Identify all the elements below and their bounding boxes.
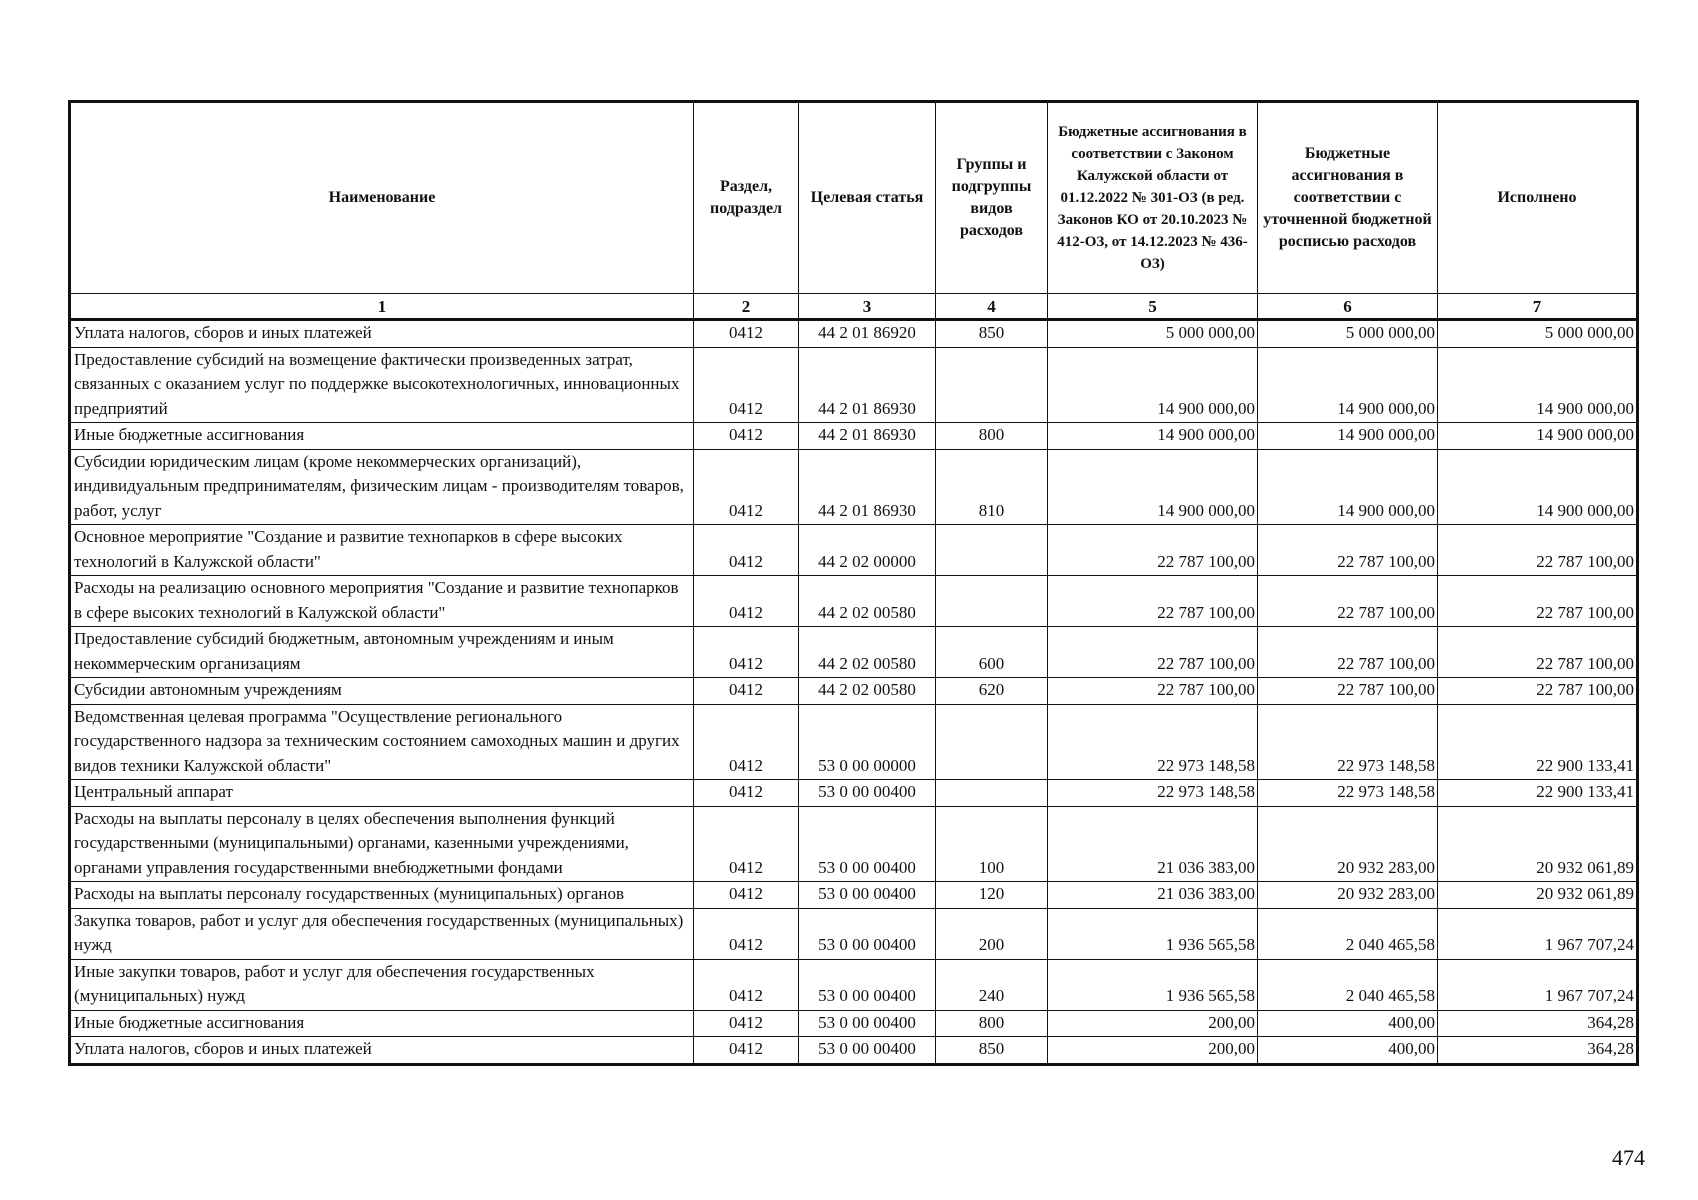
row-executed-amount-cell: 5 000 000,00 bbox=[1438, 320, 1638, 348]
row-schedule-amount-cell: 20 932 283,00 bbox=[1258, 882, 1438, 909]
row-executed-amount-cell: 364,28 bbox=[1438, 1037, 1638, 1065]
row-schedule-amount-cell: 14 900 000,00 bbox=[1258, 423, 1438, 450]
row-section-cell: 0412 bbox=[694, 678, 799, 705]
row-name-cell: Уплата налогов, сборов и иных платежей bbox=[70, 320, 694, 348]
row-name-cell: Ведомственная целевая программа "Осуществление регионального государственного надзора за техническим состоянием самоходных машин и других видов техники Калужской области" bbox=[70, 704, 694, 780]
column-number: 5 bbox=[1048, 294, 1258, 320]
row-section-cell: 0412 bbox=[694, 576, 799, 627]
row-article-cell: 53 0 00 00400 bbox=[799, 806, 936, 882]
table-row bbox=[70, 959, 1638, 1010]
row-executed-amount-cell: 22 900 133,41 bbox=[1438, 704, 1638, 780]
row-group-cell: 850 bbox=[936, 1037, 1048, 1065]
row-name-cell: Расходы на реализацию основного мероприятия "Создание и развитие технопарков в сфере высоких технологий в Калужской области" bbox=[70, 576, 694, 627]
row-executed-amount-cell: 14 900 000,00 bbox=[1438, 449, 1638, 525]
row-article-cell: 44 2 01 86930 bbox=[799, 423, 936, 450]
row-section-cell: 0412 bbox=[694, 1037, 799, 1065]
row-schedule-amount-cell: 5 000 000,00 bbox=[1258, 320, 1438, 348]
row-group-cell: 810 bbox=[936, 449, 1048, 525]
row-name-cell: Предоставление субсидий на возмещение фактически произведенных затрат, связанных с оказанием услуг по поддержке высокотехнологичных, инновационных предприятий bbox=[70, 347, 694, 423]
table-row bbox=[70, 525, 1638, 576]
row-section-cell: 0412 bbox=[694, 806, 799, 882]
row-law-amount-cell: 200,00 bbox=[1048, 1010, 1258, 1037]
table-row bbox=[70, 780, 1638, 807]
row-schedule-amount-cell: 22 787 100,00 bbox=[1258, 627, 1438, 678]
header-section: Раздел, подраздел bbox=[694, 102, 799, 294]
row-article-cell: 44 2 01 86920 bbox=[799, 320, 936, 348]
row-article-cell: 53 0 00 00400 bbox=[799, 908, 936, 959]
row-article-cell: 53 0 00 00000 bbox=[799, 704, 936, 780]
row-schedule-amount-cell: 14 900 000,00 bbox=[1258, 347, 1438, 423]
row-law-amount-cell: 200,00 bbox=[1048, 1037, 1258, 1065]
column-number: 6 bbox=[1258, 294, 1438, 320]
row-executed-amount-cell: 364,28 bbox=[1438, 1010, 1638, 1037]
header-schedule-allocations: Бюджетные ассигнования в соответствии с уточненной бюджетной росписью расходов bbox=[1258, 102, 1438, 294]
table-body bbox=[70, 320, 1638, 1065]
row-section-cell: 0412 bbox=[694, 882, 799, 909]
table-row bbox=[70, 347, 1638, 423]
row-name-cell: Предоставление субсидий бюджетным, автономным учреждениям и иным некоммерческим организациям bbox=[70, 627, 694, 678]
row-executed-amount-cell: 14 900 000,00 bbox=[1438, 423, 1638, 450]
row-section-cell: 0412 bbox=[694, 959, 799, 1010]
row-article-cell: 44 2 01 86930 bbox=[799, 347, 936, 423]
row-section-cell: 0412 bbox=[694, 347, 799, 423]
column-number: 2 bbox=[694, 294, 799, 320]
row-schedule-amount-cell: 22 787 100,00 bbox=[1258, 576, 1438, 627]
table-row bbox=[70, 627, 1638, 678]
row-law-amount-cell: 22 787 100,00 bbox=[1048, 678, 1258, 705]
table-row bbox=[70, 882, 1638, 909]
row-law-amount-cell: 22 787 100,00 bbox=[1048, 525, 1258, 576]
row-schedule-amount-cell: 2 040 465,58 bbox=[1258, 908, 1438, 959]
row-name-cell: Иные бюджетные ассигнования bbox=[70, 1010, 694, 1037]
row-law-amount-cell: 21 036 383,00 bbox=[1048, 882, 1258, 909]
row-name-cell: Расходы на выплаты персоналу государственных (муниципальных) органов bbox=[70, 882, 694, 909]
row-name-cell: Расходы на выплаты персоналу в целях обеспечения выполнения функций государственными (муниципальными) органами, казенными учреждениями, органами управления государственными внебюджетными фондами bbox=[70, 806, 694, 882]
column-number: 4 bbox=[936, 294, 1048, 320]
table-row bbox=[70, 1010, 1638, 1037]
row-group-cell: 850 bbox=[936, 320, 1048, 348]
column-number: 3 bbox=[799, 294, 936, 320]
row-executed-amount-cell: 14 900 000,00 bbox=[1438, 347, 1638, 423]
row-schedule-amount-cell: 22 787 100,00 bbox=[1258, 678, 1438, 705]
row-name-cell: Иные бюджетные ассигнования bbox=[70, 423, 694, 450]
header-expense-group: Группы и подгруппы видов расходов bbox=[936, 102, 1048, 294]
row-schedule-amount-cell: 22 973 148,58 bbox=[1258, 780, 1438, 807]
row-group-cell bbox=[936, 347, 1048, 423]
row-schedule-amount-cell: 400,00 bbox=[1258, 1037, 1438, 1065]
row-schedule-amount-cell: 20 932 283,00 bbox=[1258, 806, 1438, 882]
budget-table bbox=[68, 100, 1639, 1066]
row-name-cell: Иные закупки товаров, работ и услуг для обеспечения государственных (муниципальных) нужд bbox=[70, 959, 694, 1010]
row-name-cell: Закупка товаров, работ и услуг для обеспечения государственных (муниципальных) нужд bbox=[70, 908, 694, 959]
row-article-cell: 53 0 00 00400 bbox=[799, 882, 936, 909]
row-group-cell: 620 bbox=[936, 678, 1048, 705]
row-group-cell bbox=[936, 780, 1048, 807]
row-article-cell: 44 2 02 00000 bbox=[799, 525, 936, 576]
header-target-article: Целевая статья bbox=[799, 102, 936, 294]
row-law-amount-cell: 14 900 000,00 bbox=[1048, 449, 1258, 525]
header-executed: Исполнено bbox=[1438, 102, 1638, 294]
row-name-cell: Основное мероприятие "Создание и развитие технопарков в сфере высоких технологий в Калужской области" bbox=[70, 525, 694, 576]
row-name-cell: Субсидии юридическим лицам (кроме некоммерческих организаций), индивидуальным предпринимателям, физическим лицам - производителям товаров, работ, услуг bbox=[70, 449, 694, 525]
row-executed-amount-cell: 22 787 100,00 bbox=[1438, 525, 1638, 576]
row-article-cell: 44 2 02 00580 bbox=[799, 627, 936, 678]
page-number: 474 bbox=[1612, 1145, 1645, 1170]
row-schedule-amount-cell: 22 973 148,58 bbox=[1258, 704, 1438, 780]
row-section-cell: 0412 bbox=[694, 320, 799, 348]
table-row bbox=[70, 423, 1638, 450]
row-law-amount-cell: 22 787 100,00 bbox=[1048, 576, 1258, 627]
table-row bbox=[70, 704, 1638, 780]
row-law-amount-cell: 22 973 148,58 bbox=[1048, 704, 1258, 780]
header-law-allocations: Бюджетные ассигнования в соответствии с Законом Калужской области от 01.12.2022 № 301-ОЗ (в ред. Законов КО от 20.10.2023 № 412-ОЗ, от 14.12.2023 № 436-ОЗ) bbox=[1048, 102, 1258, 294]
row-group-cell bbox=[936, 576, 1048, 627]
row-law-amount-cell: 1 936 565,58 bbox=[1048, 908, 1258, 959]
row-executed-amount-cell: 22 787 100,00 bbox=[1438, 576, 1638, 627]
header-name: Наименование bbox=[70, 102, 694, 294]
row-law-amount-cell: 14 900 000,00 bbox=[1048, 423, 1258, 450]
row-name-cell: Центральный аппарат bbox=[70, 780, 694, 807]
row-group-cell bbox=[936, 704, 1048, 780]
row-group-cell: 800 bbox=[936, 1010, 1048, 1037]
table-row bbox=[70, 320, 1638, 348]
row-article-cell: 44 2 01 86930 bbox=[799, 449, 936, 525]
row-group-cell: 120 bbox=[936, 882, 1048, 909]
row-group-cell: 600 bbox=[936, 627, 1048, 678]
row-article-cell: 44 2 02 00580 bbox=[799, 678, 936, 705]
row-section-cell: 0412 bbox=[694, 627, 799, 678]
row-executed-amount-cell: 1 967 707,24 bbox=[1438, 959, 1638, 1010]
table-row bbox=[70, 678, 1638, 705]
row-schedule-amount-cell: 14 900 000,00 bbox=[1258, 449, 1438, 525]
row-section-cell: 0412 bbox=[694, 780, 799, 807]
row-section-cell: 0412 bbox=[694, 1010, 799, 1037]
row-law-amount-cell: 5 000 000,00 bbox=[1048, 320, 1258, 348]
table-row bbox=[70, 908, 1638, 959]
row-law-amount-cell: 22 787 100,00 bbox=[1048, 627, 1258, 678]
row-name-cell: Уплата налогов, сборов и иных платежей bbox=[70, 1037, 694, 1065]
row-executed-amount-cell: 1 967 707,24 bbox=[1438, 908, 1638, 959]
row-group-cell: 100 bbox=[936, 806, 1048, 882]
row-group-cell bbox=[936, 525, 1048, 576]
table-row bbox=[70, 576, 1638, 627]
row-schedule-amount-cell: 22 787 100,00 bbox=[1258, 525, 1438, 576]
row-group-cell: 240 bbox=[936, 959, 1048, 1010]
row-section-cell: 0412 bbox=[694, 704, 799, 780]
row-article-cell: 53 0 00 00400 bbox=[799, 959, 936, 1010]
row-article-cell: 53 0 00 00400 bbox=[799, 1037, 936, 1065]
row-article-cell: 44 2 02 00580 bbox=[799, 576, 936, 627]
row-executed-amount-cell: 22 787 100,00 bbox=[1438, 627, 1638, 678]
row-executed-amount-cell: 20 932 061,89 bbox=[1438, 882, 1638, 909]
row-law-amount-cell: 22 973 148,58 bbox=[1048, 780, 1258, 807]
row-law-amount-cell: 1 936 565,58 bbox=[1048, 959, 1258, 1010]
row-executed-amount-cell: 22 900 133,41 bbox=[1438, 780, 1638, 807]
table-row bbox=[70, 449, 1638, 525]
row-schedule-amount-cell: 400,00 bbox=[1258, 1010, 1438, 1037]
row-name-cell: Субсидии автономным учреждениям bbox=[70, 678, 694, 705]
row-section-cell: 0412 bbox=[694, 908, 799, 959]
row-section-cell: 0412 bbox=[694, 423, 799, 450]
row-article-cell: 53 0 00 00400 bbox=[799, 1010, 936, 1037]
row-section-cell: 0412 bbox=[694, 525, 799, 576]
row-law-amount-cell: 21 036 383,00 bbox=[1048, 806, 1258, 882]
row-section-cell: 0412 bbox=[694, 449, 799, 525]
table-row bbox=[70, 806, 1638, 882]
row-law-amount-cell: 14 900 000,00 bbox=[1048, 347, 1258, 423]
row-executed-amount-cell: 22 787 100,00 bbox=[1438, 678, 1638, 705]
row-group-cell: 800 bbox=[936, 423, 1048, 450]
column-number: 7 bbox=[1438, 294, 1638, 320]
table-row bbox=[70, 1037, 1638, 1065]
column-number: 1 bbox=[70, 294, 694, 320]
row-executed-amount-cell: 20 932 061,89 bbox=[1438, 806, 1638, 882]
row-article-cell: 53 0 00 00400 bbox=[799, 780, 936, 807]
row-schedule-amount-cell: 2 040 465,58 bbox=[1258, 959, 1438, 1010]
row-group-cell: 200 bbox=[936, 908, 1048, 959]
